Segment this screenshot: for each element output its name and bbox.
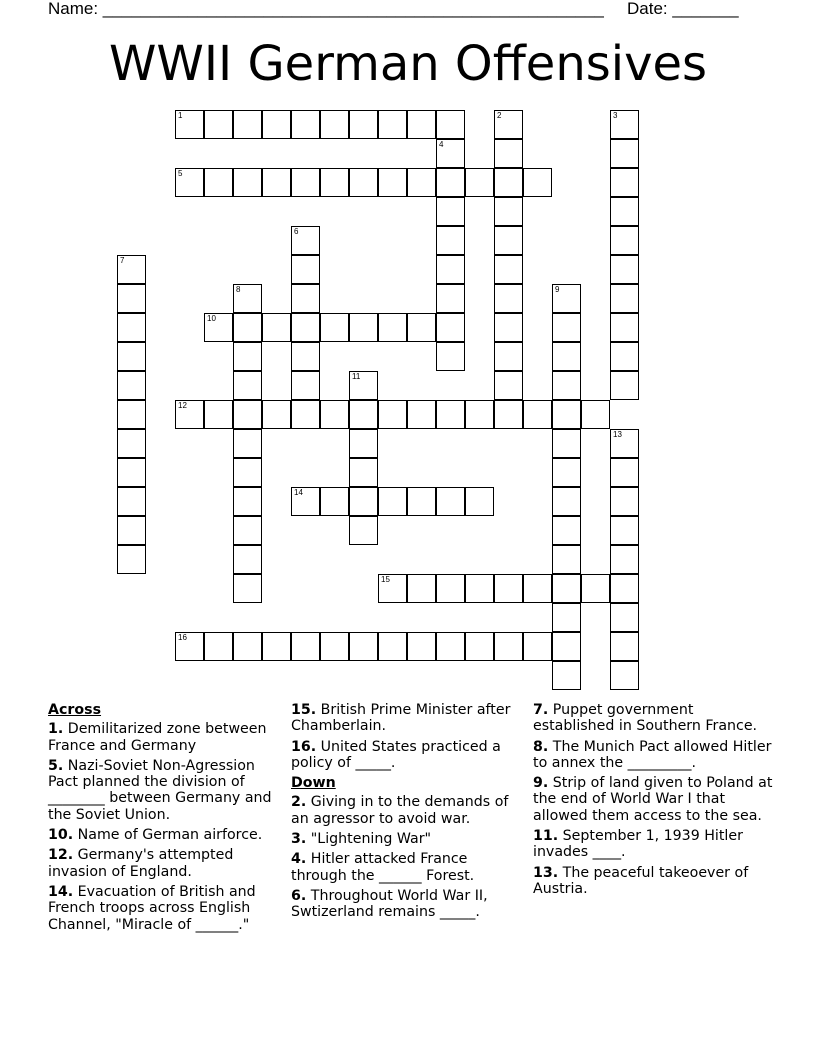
grid-cell[interactable] bbox=[291, 255, 320, 284]
date-field-label: Date: _______ bbox=[627, 0, 739, 18]
grid-cell[interactable] bbox=[494, 371, 523, 400]
grid-cell[interactable] bbox=[175, 400, 204, 429]
clue-text: Nazi-Soviet Non-Agression Pact planned the division of ________ between Germany and the Soviet Union. bbox=[48, 757, 272, 823]
cell-number: 16 bbox=[178, 633, 187, 642]
grid-cell[interactable] bbox=[291, 400, 320, 429]
grid-cell[interactable] bbox=[523, 632, 552, 661]
clue-text: British Prime Minister after Chamberlain. bbox=[291, 702, 511, 735]
grid-cell[interactable] bbox=[233, 400, 262, 429]
clue-number: 1. bbox=[48, 721, 64, 738]
cell-number: 11 bbox=[352, 372, 361, 381]
grid-cell[interactable] bbox=[581, 400, 610, 429]
grid-cell[interactable] bbox=[117, 371, 146, 400]
grid-cell[interactable] bbox=[349, 371, 378, 400]
grid-cell[interactable] bbox=[610, 516, 639, 545]
grid-cell[interactable] bbox=[523, 574, 552, 603]
clue-text: Hitler attacked France through the ______ Forest. bbox=[291, 851, 475, 884]
grid-cell[interactable] bbox=[233, 284, 262, 313]
grid-cell[interactable] bbox=[233, 545, 262, 574]
clue-number: 11. bbox=[533, 828, 559, 845]
grid-cell[interactable] bbox=[378, 400, 407, 429]
cell-number: 12 bbox=[178, 401, 187, 410]
clue-text: Strip of land given to Poland at the end of World War I that allowed them access to the sea. bbox=[533, 775, 773, 824]
grid-cell[interactable] bbox=[494, 168, 523, 197]
grid-cell[interactable] bbox=[233, 516, 262, 545]
grid-cell[interactable] bbox=[494, 139, 523, 168]
grid-cell[interactable] bbox=[465, 168, 494, 197]
clue-across-14 bbox=[48, 884, 280, 933]
clue-across-5 bbox=[48, 758, 280, 823]
grid-cell[interactable] bbox=[610, 168, 639, 197]
grid-cell[interactable] bbox=[610, 313, 639, 342]
grid-cell[interactable] bbox=[610, 603, 639, 632]
grid-cell[interactable] bbox=[523, 400, 552, 429]
grid-cell[interactable] bbox=[320, 487, 349, 516]
grid-cell[interactable] bbox=[204, 313, 233, 342]
grid-cell[interactable] bbox=[436, 284, 465, 313]
grid-cell[interactable] bbox=[407, 313, 436, 342]
grid-cell[interactable] bbox=[117, 255, 146, 284]
clue-down-3 bbox=[291, 831, 521, 847]
clue-number: 16. bbox=[291, 738, 317, 755]
clues-column-1 bbox=[48, 702, 280, 937]
grid-cell[interactable] bbox=[117, 516, 146, 545]
clue-text: September 1, 1939 Hitler invades ____. bbox=[533, 828, 743, 861]
grid-cell[interactable] bbox=[465, 487, 494, 516]
grid-cell[interactable] bbox=[552, 603, 581, 632]
grid-cell[interactable] bbox=[610, 371, 639, 400]
grid-cell[interactable] bbox=[465, 574, 494, 603]
grid-cell[interactable] bbox=[233, 429, 262, 458]
grid-cell[interactable] bbox=[291, 371, 320, 400]
grid-cell[interactable] bbox=[262, 110, 291, 139]
clue-text: The Munich Pact allowed Hitler to annex the _________. bbox=[533, 738, 772, 771]
cell-number: 9 bbox=[555, 285, 560, 294]
grid-cell[interactable] bbox=[581, 574, 610, 603]
grid-cell[interactable] bbox=[117, 342, 146, 371]
grid-cell[interactable] bbox=[320, 400, 349, 429]
grid-cell[interactable] bbox=[494, 255, 523, 284]
grid-cell[interactable] bbox=[262, 168, 291, 197]
grid-cell[interactable] bbox=[610, 661, 639, 690]
grid-cell[interactable] bbox=[175, 110, 204, 139]
clue-text: "Lightening War" bbox=[310, 831, 432, 848]
clue-down-4 bbox=[291, 851, 521, 884]
clue-number: 3. bbox=[291, 831, 307, 848]
clue-text: Demilitarized zone between France and Germany bbox=[48, 721, 267, 754]
grid-cell[interactable] bbox=[117, 487, 146, 516]
clue-text: Name of German airforce. bbox=[77, 827, 263, 844]
grid-cell[interactable] bbox=[407, 574, 436, 603]
grid-cell[interactable] bbox=[494, 574, 523, 603]
name-field-label: Name: _____________________________________________________ bbox=[48, 0, 604, 18]
grid-cell[interactable] bbox=[407, 400, 436, 429]
grid-cell[interactable] bbox=[204, 632, 233, 661]
grid-cell[interactable] bbox=[436, 197, 465, 226]
grid-cell[interactable] bbox=[436, 342, 465, 371]
grid-cell[interactable] bbox=[407, 632, 436, 661]
grid-cell[interactable] bbox=[610, 342, 639, 371]
grid-cell[interactable] bbox=[552, 284, 581, 313]
grid-cell[interactable] bbox=[175, 168, 204, 197]
grid-cell[interactable] bbox=[262, 632, 291, 661]
grid-cell[interactable] bbox=[436, 632, 465, 661]
clue-down-7 bbox=[533, 702, 773, 735]
grid-cell[interactable] bbox=[552, 458, 581, 487]
grid-cell[interactable] bbox=[204, 400, 233, 429]
grid-cell[interactable] bbox=[465, 400, 494, 429]
grid-cell[interactable] bbox=[494, 284, 523, 313]
clue-number: 10. bbox=[48, 827, 74, 844]
grid-cell[interactable] bbox=[552, 429, 581, 458]
grid-cell[interactable] bbox=[378, 313, 407, 342]
clue-across-12 bbox=[48, 847, 280, 880]
grid-cell[interactable] bbox=[436, 226, 465, 255]
grid-cell[interactable] bbox=[610, 110, 639, 139]
grid-cell[interactable] bbox=[233, 371, 262, 400]
cell-number: 4 bbox=[439, 140, 444, 149]
grid-cell[interactable] bbox=[494, 110, 523, 139]
grid-cell[interactable] bbox=[291, 110, 320, 139]
grid-cell[interactable] bbox=[204, 168, 233, 197]
clue-number: 8. bbox=[533, 738, 549, 755]
clue-text: The peaceful takeoever of Austria. bbox=[533, 864, 749, 897]
grid-cell[interactable] bbox=[436, 110, 465, 139]
grid-cell[interactable] bbox=[378, 487, 407, 516]
grid-cell[interactable] bbox=[233, 458, 262, 487]
grid-cell[interactable] bbox=[610, 487, 639, 516]
clue-down-13 bbox=[533, 865, 773, 898]
grid-cell[interactable] bbox=[349, 110, 378, 139]
grid-cell[interactable] bbox=[233, 574, 262, 603]
grid-cell[interactable] bbox=[320, 632, 349, 661]
clue-text: United States practiced a policy of _____. bbox=[291, 738, 501, 771]
cell-number: 7 bbox=[120, 256, 125, 265]
grid-cell[interactable] bbox=[494, 400, 523, 429]
grid-cell[interactable] bbox=[494, 313, 523, 342]
cell-number: 8 bbox=[236, 285, 241, 294]
grid-cell[interactable] bbox=[175, 632, 204, 661]
cell-number: 2 bbox=[497, 111, 502, 120]
clue-number: 13. bbox=[533, 864, 559, 881]
clue-down-9 bbox=[533, 775, 773, 824]
grid-cell[interactable] bbox=[117, 284, 146, 313]
grid-cell[interactable] bbox=[233, 487, 262, 516]
cell-number: 5 bbox=[178, 169, 183, 178]
clue-number: 5. bbox=[48, 757, 64, 774]
cell-number: 3 bbox=[613, 111, 618, 120]
across-heading: Across bbox=[48, 702, 102, 718]
clue-text: Puppet government established in Southern France. bbox=[533, 702, 758, 735]
clue-number: 4. bbox=[291, 851, 307, 868]
grid-cell[interactable] bbox=[494, 197, 523, 226]
grid-cell[interactable] bbox=[349, 632, 378, 661]
grid-cell[interactable] bbox=[407, 487, 436, 516]
down-heading: Down bbox=[291, 775, 336, 792]
clue-text: Throughout World War II, Swtizerland remains _____. bbox=[291, 887, 488, 921]
grid-cell[interactable] bbox=[117, 545, 146, 574]
grid-cell[interactable] bbox=[407, 110, 436, 139]
grid-cell[interactable] bbox=[552, 342, 581, 371]
clue-text: Germany's attempted invasion of England. bbox=[48, 847, 234, 880]
grid-cell[interactable] bbox=[552, 574, 581, 603]
grid-cell[interactable] bbox=[552, 371, 581, 400]
grid-cell[interactable] bbox=[320, 313, 349, 342]
grid-cell[interactable] bbox=[117, 429, 146, 458]
grid-cell[interactable] bbox=[262, 400, 291, 429]
grid-cell[interactable] bbox=[610, 632, 639, 661]
grid-cell[interactable] bbox=[262, 313, 291, 342]
grid-cell[interactable] bbox=[610, 574, 639, 603]
grid-cell[interactable] bbox=[117, 400, 146, 429]
grid-cell[interactable] bbox=[465, 632, 494, 661]
grid-cell[interactable] bbox=[291, 168, 320, 197]
grid-cell[interactable] bbox=[436, 139, 465, 168]
clue-number: 15. bbox=[291, 702, 317, 718]
cell-number: 10 bbox=[207, 314, 216, 323]
grid-cell[interactable] bbox=[349, 168, 378, 197]
grid-cell[interactable] bbox=[552, 487, 581, 516]
cell-number: 15 bbox=[381, 575, 390, 584]
clue-text: Giving in to the demands of an agressor to avoid war. bbox=[291, 794, 509, 827]
grid-cell[interactable] bbox=[291, 632, 320, 661]
grid-cell[interactable] bbox=[436, 255, 465, 284]
grid-cell[interactable] bbox=[610, 139, 639, 168]
grid-cell[interactable] bbox=[552, 313, 581, 342]
grid-cell[interactable] bbox=[552, 516, 581, 545]
grid-cell[interactable] bbox=[349, 516, 378, 545]
grid-cell[interactable] bbox=[291, 487, 320, 516]
grid-cell[interactable] bbox=[349, 487, 378, 516]
grid-cell[interactable] bbox=[117, 458, 146, 487]
grid-cell[interactable] bbox=[320, 110, 349, 139]
grid-cell[interactable] bbox=[349, 458, 378, 487]
clue-number: 12. bbox=[48, 847, 74, 864]
clue-across-10 bbox=[48, 827, 280, 843]
page-title: WWII German Offensives bbox=[108, 36, 708, 92]
clue-number: 14. bbox=[48, 883, 74, 900]
grid-cell[interactable] bbox=[610, 197, 639, 226]
clue-across-15 bbox=[291, 702, 521, 735]
grid-cell[interactable] bbox=[436, 574, 465, 603]
grid-cell[interactable] bbox=[233, 313, 262, 342]
grid-cell[interactable] bbox=[291, 284, 320, 313]
grid-cell[interactable] bbox=[436, 400, 465, 429]
grid-cell[interactable] bbox=[378, 168, 407, 197]
grid-cell[interactable] bbox=[291, 313, 320, 342]
grid-cell[interactable] bbox=[320, 168, 349, 197]
grid-cell[interactable] bbox=[610, 429, 639, 458]
cell-number: 14 bbox=[294, 488, 303, 497]
clue-down-2 bbox=[291, 794, 521, 827]
cell-number: 1 bbox=[178, 111, 183, 120]
grid-cell[interactable] bbox=[494, 632, 523, 661]
grid-cell[interactable] bbox=[233, 632, 262, 661]
grid-cell[interactable] bbox=[552, 632, 581, 661]
clue-text: Evacuation of British and French troops across English Channel, "Miracle of ______." bbox=[48, 883, 256, 933]
grid-cell[interactable] bbox=[610, 255, 639, 284]
grid-cell[interactable] bbox=[552, 661, 581, 690]
grid-cell[interactable] bbox=[117, 313, 146, 342]
clue-down-11 bbox=[533, 828, 773, 861]
grid-cell[interactable] bbox=[204, 110, 233, 139]
clue-down-6 bbox=[291, 888, 521, 921]
grid-cell[interactable] bbox=[523, 168, 552, 197]
grid-cell[interactable] bbox=[233, 342, 262, 371]
clue-number: 6. bbox=[291, 887, 307, 904]
grid-cell[interactable] bbox=[349, 400, 378, 429]
grid-cell[interactable] bbox=[233, 110, 262, 139]
grid-cell[interactable] bbox=[610, 458, 639, 487]
grid-cell[interactable] bbox=[378, 632, 407, 661]
grid-cell[interactable] bbox=[233, 168, 262, 197]
grid-cell[interactable] bbox=[552, 545, 581, 574]
clue-down-8 bbox=[533, 739, 773, 772]
grid-cell[interactable] bbox=[494, 342, 523, 371]
grid-cell[interactable] bbox=[436, 168, 465, 197]
grid-cell[interactable] bbox=[610, 284, 639, 313]
cell-number: 13 bbox=[613, 430, 622, 439]
grid-cell[interactable] bbox=[349, 429, 378, 458]
grid-cell[interactable] bbox=[494, 226, 523, 255]
clue-across-1 bbox=[48, 721, 280, 754]
grid-cell[interactable] bbox=[610, 545, 639, 574]
grid-cell[interactable] bbox=[378, 110, 407, 139]
grid-cell[interactable] bbox=[349, 313, 378, 342]
clue-number: 7. bbox=[533, 702, 549, 718]
clue-number: 2. bbox=[291, 794, 307, 811]
clue-number: 9. bbox=[533, 775, 549, 792]
grid-cell[interactable] bbox=[378, 574, 407, 603]
clues-column-2 bbox=[291, 702, 521, 925]
clue-across-16 bbox=[291, 739, 521, 772]
grid-cell[interactable] bbox=[436, 487, 465, 516]
grid-cell[interactable] bbox=[291, 342, 320, 371]
grid-cell[interactable] bbox=[552, 400, 581, 429]
grid-cell[interactable] bbox=[291, 226, 320, 255]
grid-cell[interactable] bbox=[436, 313, 465, 342]
grid-cell[interactable] bbox=[407, 168, 436, 197]
grid-cell[interactable] bbox=[610, 226, 639, 255]
clues-column-3 bbox=[533, 702, 773, 901]
cell-number: 6 bbox=[294, 227, 299, 236]
